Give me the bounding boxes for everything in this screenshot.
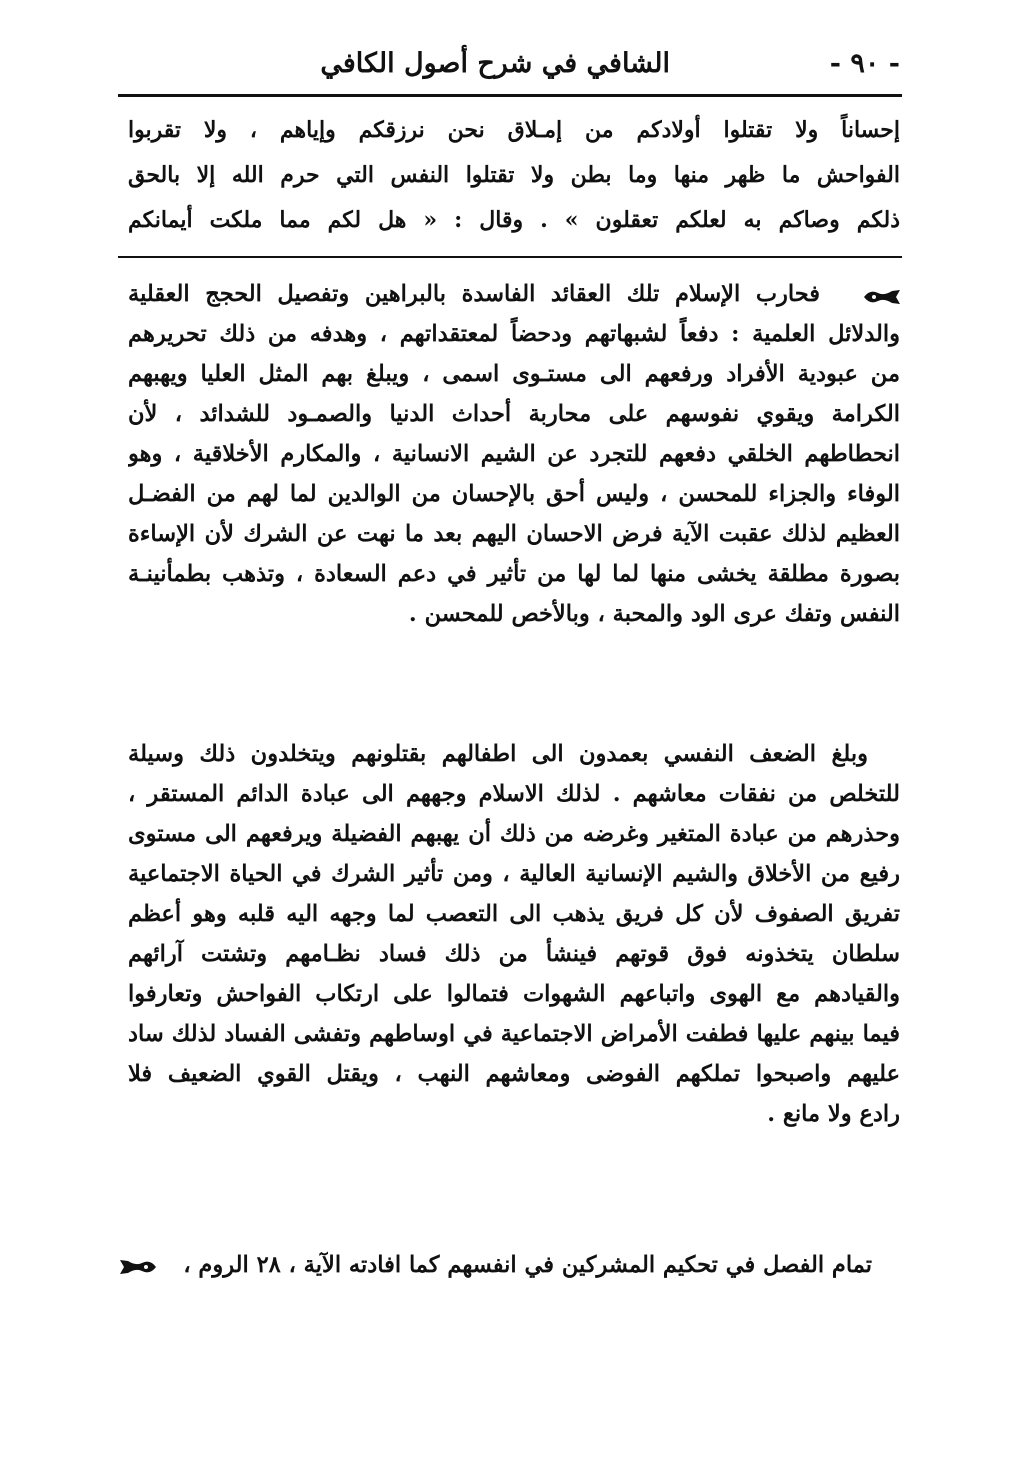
ornament-marker-icon	[118, 1256, 158, 1274]
page-number: - ٩٠ -	[829, 48, 900, 79]
commentary-line: وحذرهم من عبادة المتغير وغرضه من ذلك أن يهبهم الفضيلة ويرفعهم الى مستوى	[128, 821, 900, 847]
closing-line: تمام الفصل في تحكيم المشركين في انفسهم كما افادته الآية ، ٢٨ الروم ،	[183, 1252, 872, 1278]
commentary-line: تفريق الصفوف لأن كل فريق يذهب الى التعصب لما وجهه اليه قلبه وهو أعظم	[128, 901, 900, 927]
verse-line: ذلكم وصاكم به لعلكم تعقلون » . وقال : « هل لكم مما ملكت أيمانكم	[128, 207, 900, 233]
commentary-line: فيما بينهم عليها فطفت الأمراض الاجتماعية في اوساطهم وتفشى الفساد لذلك ساد	[128, 1021, 900, 1047]
commentary-line: والقيادهم مع الهوى واتباعهم الشهوات فتمالوا على ارتكاب الفواحش وتعارفوا	[128, 981, 900, 1007]
verse-commentary-divider	[118, 256, 902, 258]
section-closing	[118, 1242, 902, 1288]
commentary-line: سلطان يتخذونه فوق قوتهم فينشأ من ذلك فساد نظـامهم وتشتت آرائهم	[128, 941, 900, 967]
page-header	[120, 48, 900, 92]
commentary-line: والدلائل العلمية : دفعاً لشبهاتهم ودحضاً لمعتقداتهم ، وهدفه من ذلك تحريرهم	[128, 321, 900, 347]
verse-line: الفواحش ما ظهر منها وما بطن ولا تقتلوا النفس التي حرم الله إلا بالحق	[128, 162, 900, 188]
commentary-line: الوفاء والجزاء للمحسن ، وليس أحق بالإحسان من الوالدين لما لهم من الفضـل	[128, 481, 900, 507]
commentary-line: الكرامة ويقوي نفوسهم على محاربة أحداث الدنيا والصمـود للشدائد ، لأن	[128, 401, 900, 427]
commentary-line: النفس وتفك عرى الود والمحبة ، وبالأخص للمحسن .	[408, 601, 900, 627]
header-divider	[118, 94, 902, 97]
verse-text-block	[128, 108, 900, 243]
commentary-line: العظيم لذلك عقبت الآية فرض الاحسان اليهم بعد ما نهت عن الشرك لأن الإساءة	[128, 521, 900, 547]
commentary-line: انحطاطهم الخلقي دفعهم للتجرد عن الشيم الانسانية ، والمكارم الأخلاقية ، وهو	[128, 441, 900, 467]
running-title: الشافي في شرح أصول الكافي	[320, 48, 670, 79]
commentary-paragraph-2	[128, 734, 900, 1134]
commentary-line: رفيع من الأخلاق والشيم الإنسانية العالية ، ومن تأثير الشرك في الحياة الاجتماعية	[128, 861, 900, 887]
commentary-line: بصورة مطلقة يخشى منها لما لها من تأثير في دعم السعادة ، وتذهب بطمأنينـة	[128, 561, 900, 587]
commentary-line: للتخلص من نفقات معاشهم . لذلك الاسلام وجههم الى عبادة الدائم المستقر ،	[128, 781, 900, 807]
commentary-line: فحارب الإسلام تلك العقائد الفاسدة بالبراهين وتفصيل الحجج العقلية	[128, 281, 820, 307]
commentary-line: عليهم واصبحوا تملكهم الفوضى ومعاشهم النهب ، ويقتل القوي الضعيف فلا	[128, 1061, 900, 1087]
commentary-line: من عبودية الأفراد ورفعهم الى مستـوى اسمى ، ويبلغ بهم المثل العليا ويهبهم	[128, 361, 900, 387]
verse-line: إحساناً ولا تقتلوا أولادكم من إمـلاق نحن نرزقكم وإياهم ، ولا تقربوا	[128, 117, 900, 143]
commentary-line: وبلغ الضعف النفسي بعمدون الى اطفالهم بقتلونهم ويتخلدون ذلك وسيلة	[128, 741, 868, 767]
commentary-paragraph-1	[128, 274, 900, 634]
commentary-line: رادع ولا مانع .	[767, 1101, 900, 1127]
